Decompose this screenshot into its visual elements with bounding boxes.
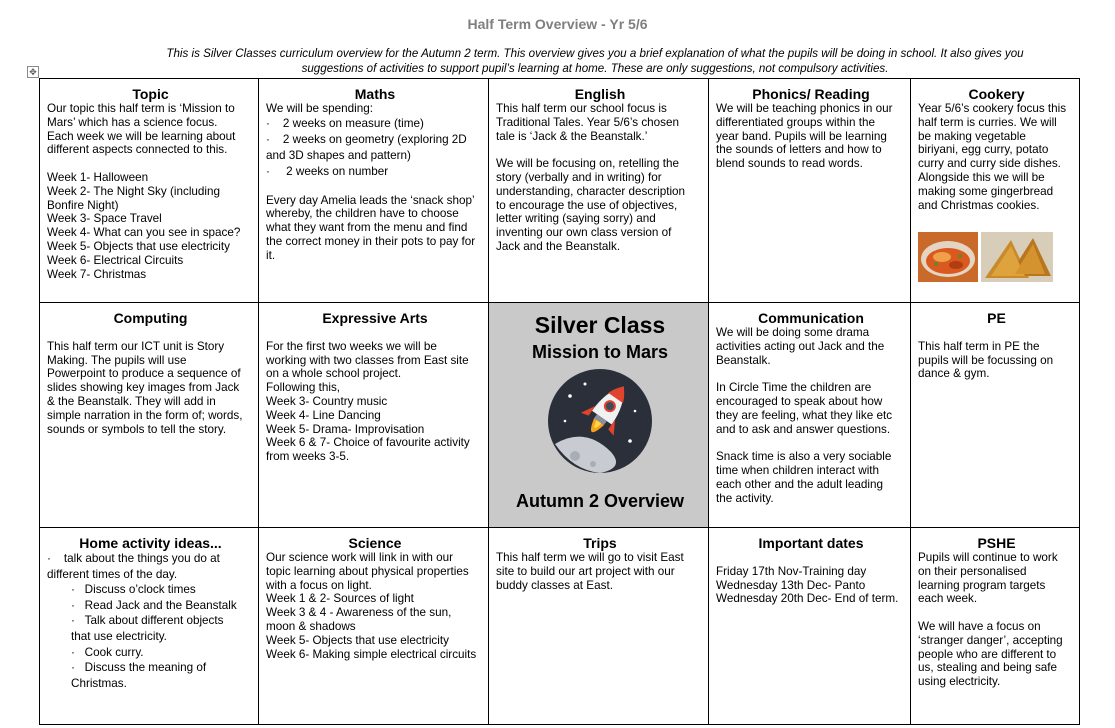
bullet-icon: · bbox=[71, 598, 75, 612]
phonics-text: blend sounds to read words. bbox=[716, 157, 863, 171]
pe-text: pupils will be focussing on bbox=[918, 353, 1054, 367]
topic-heading: Topic bbox=[132, 86, 169, 102]
intro-line: This is Silver Classes curriculum overview for the Autumn 2 term. This overview gives you a brief explanation of what the pupils will be doing in school. It also gives you bbox=[166, 47, 1024, 60]
cookery-cell bbox=[911, 79, 1080, 303]
communication-text: and to ask and answer questions. bbox=[716, 422, 891, 436]
trips-text: site to build our art project with our bbox=[496, 564, 675, 578]
pshe-text: people who are different to bbox=[918, 647, 1057, 661]
communication-text: Snack time is also a very sociable bbox=[716, 450, 892, 464]
arts-text: from weeks 3-5. bbox=[266, 450, 350, 464]
bullet-icon: · bbox=[71, 661, 75, 675]
pe-heading: PE bbox=[987, 310, 1006, 326]
topic-week: Week 3- Space Travel bbox=[47, 212, 162, 226]
communication-text: time when children interact with bbox=[716, 463, 880, 477]
computing-text: This half term our ICT unit is Story bbox=[47, 339, 225, 353]
biriyani-photo-icon bbox=[918, 232, 978, 282]
arts-text: working with two classes from East site bbox=[266, 353, 469, 367]
bullet-icon: · bbox=[266, 164, 270, 178]
pe-cell bbox=[911, 303, 1080, 528]
computing-text: simple narration in the form of; words, bbox=[47, 408, 243, 422]
communication-text: Beanstalk. bbox=[716, 353, 771, 367]
topic-week: Week 5- Objects that use electricity bbox=[47, 239, 230, 253]
computing-text: slides showing key images from Jack bbox=[47, 381, 240, 395]
communication-text: We will be doing some drama bbox=[716, 326, 870, 339]
communication-cell bbox=[709, 303, 911, 528]
computing-heading: Computing bbox=[113, 310, 188, 326]
rocket-icon bbox=[545, 366, 655, 476]
science-text: Week 1 & 2- Sources of light bbox=[266, 592, 414, 606]
science-text: topic learning about physical properties bbox=[266, 564, 469, 578]
science-heading: Science bbox=[348, 535, 402, 551]
home-activity-text: different times of the day. bbox=[47, 567, 178, 581]
science-text: moon & shadows bbox=[266, 619, 356, 633]
communication-text: they are feeling, what they like etc bbox=[716, 408, 893, 422]
maths-text: We will be spending: bbox=[266, 102, 373, 115]
table-row bbox=[40, 528, 1080, 725]
communication-text: the activity. bbox=[716, 491, 774, 505]
topic-text: Each week we will be learning about bbox=[47, 129, 236, 143]
english-text: understanding, character description bbox=[496, 184, 686, 198]
cookery-text: curry and curry side dishes. bbox=[918, 157, 1061, 171]
science-text: Our science work will link in with our bbox=[266, 551, 454, 564]
arts-text: Week 5- Drama- Improvisation bbox=[266, 422, 425, 436]
pshe-text: using electricity. bbox=[918, 675, 1001, 689]
communication-text: In Circle Time the children are bbox=[716, 381, 872, 395]
arts-text: For the first two weeks we will be bbox=[266, 339, 437, 353]
maths-text: whereby, the children have to choose bbox=[266, 207, 459, 221]
home-activity-heading: Home activity ideas... bbox=[79, 535, 222, 551]
food-photos bbox=[918, 232, 1075, 282]
bullet-icon: · bbox=[47, 552, 51, 565]
intro-text bbox=[140, 46, 1050, 76]
trips-heading: Trips bbox=[583, 535, 617, 551]
arts-text: Following this, bbox=[266, 381, 341, 395]
pshe-cell bbox=[911, 528, 1080, 725]
overview-footer: Autumn 2 Overview bbox=[515, 491, 685, 511]
topic-week: Bonfire Night) bbox=[47, 198, 119, 212]
computing-text: Making. The pupils will use bbox=[47, 353, 187, 367]
maths-text: the correct money in their pots to pay for bbox=[266, 234, 476, 248]
arts-heading: Expressive Arts bbox=[322, 310, 428, 326]
maths-heading: Maths bbox=[354, 86, 396, 102]
topic-week: Week 2- The Night Sky (including bbox=[47, 184, 221, 198]
pshe-text: on their personalised bbox=[918, 564, 1027, 578]
science-text: with a focus on light. bbox=[266, 578, 372, 592]
maths-text: Every day Amelia leads the ‘snack shop’ bbox=[266, 193, 475, 207]
phonics-cell bbox=[709, 79, 911, 303]
cookery-text: Year 5/6’s cookery focus this bbox=[918, 102, 1067, 115]
arts-text: Week 3- Country music bbox=[266, 394, 388, 408]
topic-week: Week 1- Halloween bbox=[47, 170, 149, 184]
trips-text: This half term we will go to visit East bbox=[496, 551, 684, 564]
home-activity-text: talk about the things you do at bbox=[63, 552, 220, 565]
maths-bullet: 2 weeks on geometry (exploring 2D bbox=[282, 132, 467, 146]
arts-text: Week 4- Line Dancing bbox=[266, 408, 381, 422]
maths-text: it. bbox=[266, 248, 276, 262]
pshe-text: ‘stranger danger’, accepting bbox=[918, 633, 1063, 647]
english-text: to encourage the use of objectives, bbox=[496, 198, 678, 212]
home-activity-text: Christmas. bbox=[71, 676, 127, 690]
pshe-text: each week. bbox=[918, 592, 978, 606]
pshe-text: Pupils will continue to work bbox=[918, 551, 1058, 564]
english-text: letter writing (saying sorry) and bbox=[496, 212, 656, 226]
science-cell bbox=[259, 528, 489, 725]
phonics-heading: Phonics/ Reading bbox=[752, 86, 870, 102]
maths-bullet: 2 weeks on number bbox=[286, 164, 389, 178]
table-row bbox=[40, 303, 1080, 528]
bullet-icon: · bbox=[71, 583, 75, 597]
english-text: We will be focusing on, retelling the bbox=[496, 157, 679, 171]
bullet-icon: · bbox=[266, 132, 270, 146]
maths-bullet: 2 weeks on measure (time) bbox=[282, 116, 424, 130]
english-text: Jack and the Beanstalk. bbox=[496, 239, 621, 253]
phonics-text: differentiated groups within the bbox=[716, 115, 875, 129]
english-text: This half term our school focus is bbox=[496, 102, 667, 115]
communication-text: activities acting out Jack and the bbox=[716, 339, 885, 353]
table-row bbox=[40, 79, 1080, 303]
computing-text: Powerpoint to produce a sequence of bbox=[47, 367, 241, 381]
topic-cell bbox=[40, 79, 259, 303]
home-activity-text: Discuss the meaning of bbox=[84, 661, 207, 675]
topic-week: Week 6- Electrical Circuits bbox=[47, 253, 184, 267]
home-activity-text: Talk about different objects bbox=[84, 614, 224, 628]
home-activity-text: Discuss o’clock times bbox=[84, 583, 196, 597]
table-move-handle-icon[interactable]: ✥ bbox=[27, 66, 39, 78]
topic-text: different aspects connected to this. bbox=[47, 143, 228, 157]
bullet-icon: · bbox=[71, 614, 75, 628]
cookery-text: biriyani, egg curry, potato bbox=[918, 143, 1049, 157]
communication-text: each other and the adult leading bbox=[716, 477, 884, 491]
pshe-text: We will have a focus on bbox=[918, 619, 1041, 633]
dates-cell bbox=[709, 528, 911, 725]
dates-text: Wednesday 13th Dec- Panto bbox=[716, 578, 866, 592]
science-text: Week 5- Objects that use electricity bbox=[266, 633, 449, 647]
computing-cell bbox=[40, 303, 259, 528]
topic-text: Mars’ which has a science focus. bbox=[47, 115, 218, 129]
phonics-text: the sounds of letters and how to bbox=[716, 143, 882, 157]
home-activity-text: that use electricity. bbox=[71, 629, 167, 643]
english-text: inventing our own class version of bbox=[496, 226, 672, 240]
arts-cell bbox=[259, 303, 489, 528]
pshe-heading: PSHE bbox=[977, 535, 1016, 551]
science-text: Week 3 & 4 - Awareness of the sun, bbox=[266, 606, 452, 620]
mission-title: Mission to Mars bbox=[531, 342, 669, 362]
topic-text: Our topic this half term is ‘Mission to bbox=[47, 102, 235, 115]
overview-table bbox=[39, 78, 1080, 725]
english-heading: English bbox=[574, 86, 626, 102]
maths-cell bbox=[259, 79, 489, 303]
computing-text: & the Beanstalk. They will add in bbox=[47, 394, 216, 408]
communication-heading: Communication bbox=[758, 310, 864, 326]
topic-week: Week 7- Christmas bbox=[47, 267, 147, 281]
bullet-icon: · bbox=[71, 645, 75, 659]
computing-text: sounds or symbols to tell the story. bbox=[47, 422, 227, 436]
home-activity-cell bbox=[40, 528, 259, 725]
topic-week: Week 4- What can you see in space? bbox=[47, 226, 241, 240]
page-title: Half Term Overview - Yr 5/6 bbox=[467, 16, 648, 32]
cookery-text: half term is curries. We will bbox=[918, 115, 1057, 129]
samosa-photo-icon bbox=[981, 232, 1053, 282]
english-text: tale is ‘Jack & the Beanstalk.’ bbox=[496, 129, 648, 143]
arts-text: Week 6 & 7- Choice of favourite activity bbox=[266, 436, 470, 450]
cookery-text: making some gingerbread bbox=[918, 184, 1054, 198]
dates-text: Friday 17th Nov-Training day bbox=[716, 564, 867, 578]
cookery-text: and Christmas cookies. bbox=[918, 198, 1040, 212]
communication-text: encouraged to speak about how bbox=[716, 394, 883, 408]
dates-text: Wednesday 20th Dec- End of term. bbox=[716, 592, 899, 606]
dates-heading: Important dates bbox=[758, 535, 864, 551]
english-cell bbox=[489, 79, 709, 303]
intro-line: suggestions of activities to support pupil’s learning at home. These are only suggestions, not compulsory activities. bbox=[301, 62, 889, 75]
bullet-icon: · bbox=[266, 116, 270, 130]
science-text: Week 6- Making simple electrical circuits bbox=[266, 647, 477, 661]
cookery-heading: Cookery bbox=[968, 86, 1025, 102]
cookery-text: Alongside this we will be bbox=[918, 170, 1045, 184]
phonics-text: We will be teaching phonics in our bbox=[716, 102, 893, 115]
pe-text: dance & gym. bbox=[918, 367, 990, 381]
arts-text: on a whole school project. bbox=[266, 367, 402, 381]
english-text: story (verbally and in writing) for bbox=[496, 170, 662, 184]
home-activity-text: Read Jack and the Beanstalk bbox=[84, 598, 237, 612]
pshe-text: us, stealing and being safe bbox=[918, 661, 1058, 675]
class-title: Silver Class bbox=[534, 312, 666, 338]
english-text: Traditional Tales. Year 5/6’s chosen bbox=[496, 115, 680, 129]
pe-text: This half term in PE the bbox=[918, 339, 1040, 353]
maths-text: what they want from the menu and find bbox=[266, 221, 468, 235]
trips-text: buddy classes at East. bbox=[496, 578, 613, 592]
maths-bullet: and 3D shapes and pattern) bbox=[266, 148, 411, 162]
center-title-cell bbox=[489, 303, 709, 528]
cookery-text: be making vegetable bbox=[918, 129, 1026, 143]
phonics-text: year band. Pupils will be learning bbox=[716, 129, 887, 143]
pshe-text: learning program targets bbox=[918, 578, 1046, 592]
home-activity-text: Cook curry. bbox=[84, 645, 144, 659]
trips-cell bbox=[489, 528, 709, 725]
